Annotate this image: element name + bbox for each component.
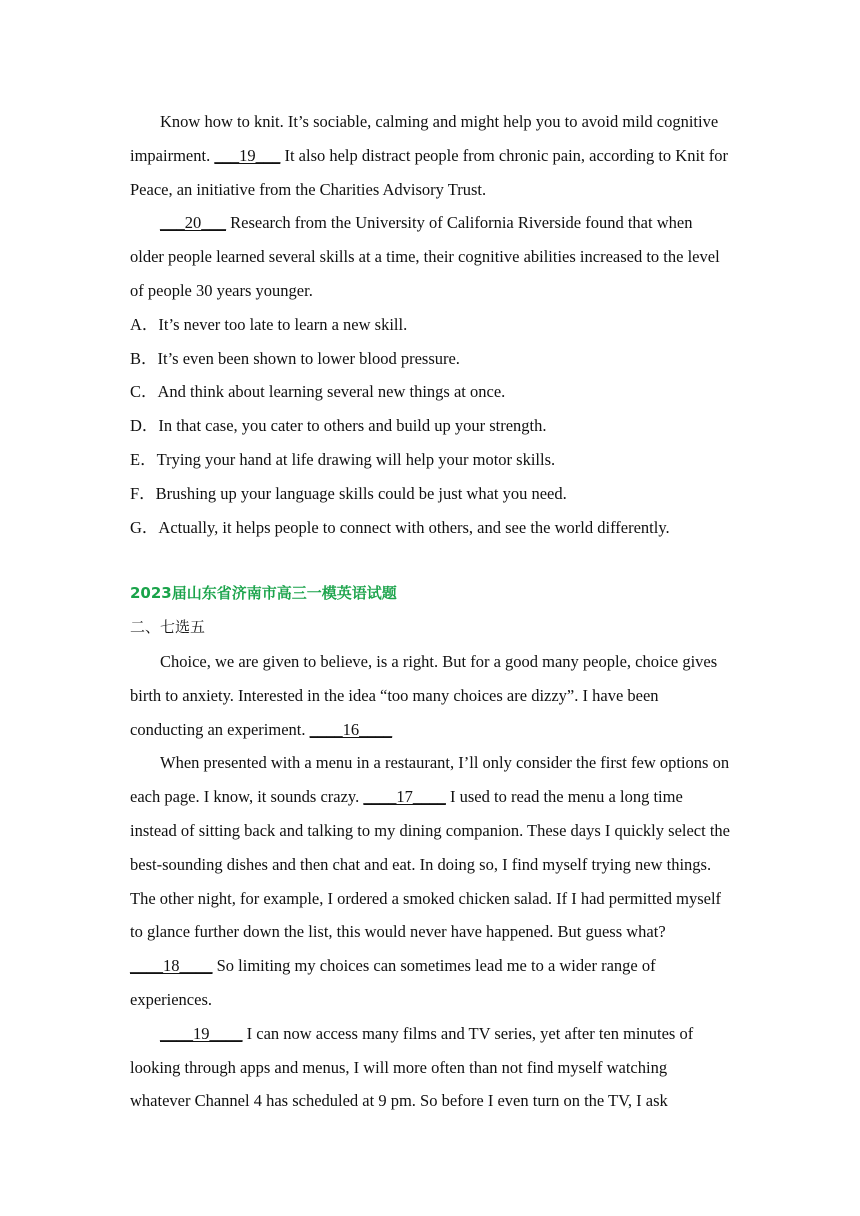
paragraph-text: Know how to knit. It’s sociable, calming and might help you to avoid mild cognitive impairment. bbox=[130, 112, 719, 165]
section-heading: 二、七选五 bbox=[130, 618, 206, 637]
option-f: F．Brushing up your language skills could be just what you need. bbox=[130, 483, 567, 503]
option-c: C．And think about learning several new things at once. bbox=[130, 382, 506, 402]
blank-18: ____18____ bbox=[130, 956, 213, 976]
option-e: E．Trying your hand at life drawing will help your motor skills. bbox=[130, 449, 556, 469]
paragraph-text: I can now access many films and TV series, yet after ten minutes of looking through apps and menus, I will more often than not find myself watching whatever Channel 4 has scheduled at 9 pm. So before I even turn on the TV, I ask bbox=[130, 1023, 694, 1111]
blank-19-part2: ____19____ bbox=[160, 1023, 243, 1043]
blank-20: ___20___ bbox=[160, 213, 226, 233]
blank-17: ____17____ bbox=[363, 787, 446, 807]
options-list bbox=[130, 308, 730, 545]
paragraph-text: It also help distract people from chronic pain, according to Knit for Peace, an initiative from the Charities Advisory Trust. bbox=[130, 145, 728, 199]
option-b: B．It’s even been shown to lower blood pressure. bbox=[130, 348, 460, 368]
exam-title: 2023届山东省济南市高三一模英语试题 bbox=[130, 584, 397, 603]
paragraph-tv bbox=[130, 1017, 730, 1118]
paragraph-choice bbox=[130, 645, 730, 746]
blank-16: ____16____ bbox=[309, 719, 393, 739]
option-a: A．It’s never too late to learn a new skill. bbox=[130, 314, 408, 334]
paragraph-research bbox=[130, 206, 730, 307]
paragraph-restaurant bbox=[130, 746, 730, 1016]
option-g: G．Actually, it helps people to connect with others, and see the world differently. bbox=[130, 517, 670, 537]
paragraph-text: Research from the University of California Riverside found that when older people learned several skills at a time, their cognitive abilities increased to the level of people 30 years younger. bbox=[130, 213, 720, 300]
page-content bbox=[130, 105, 730, 1118]
paragraph-text: So limiting my choices can sometimes lead me to a wider range of experiences. bbox=[130, 956, 656, 1009]
paragraph-knitting bbox=[130, 105, 730, 206]
option-d: D．In that case, you cater to others and build up your strength. bbox=[130, 416, 547, 436]
blank-19: ___19___ bbox=[214, 145, 281, 165]
paragraph-text: I used to read the menu a long time instead of sitting back and talking to my dining companion. These days I quickly select the best-sounding dishes and then chat and eat. In doing so, I find myself trying new things. The other night, for example, I ordered a smoked chicken salad. If I had permitted myself to glance further down the list, this would never have happened. But guess what? bbox=[130, 787, 730, 942]
paragraph-text: Choice, we are given to believe, is a right. But for a good many people, choice gives birth to anxiety. Interested in the idea “too many choices are dizzy”. I have been conducting an experiment. bbox=[130, 651, 718, 739]
paragraph-text: When presented with a menu in a restaurant, I’ll only consider the first few options on each page. I know, it sounds crazy. bbox=[130, 753, 730, 807]
